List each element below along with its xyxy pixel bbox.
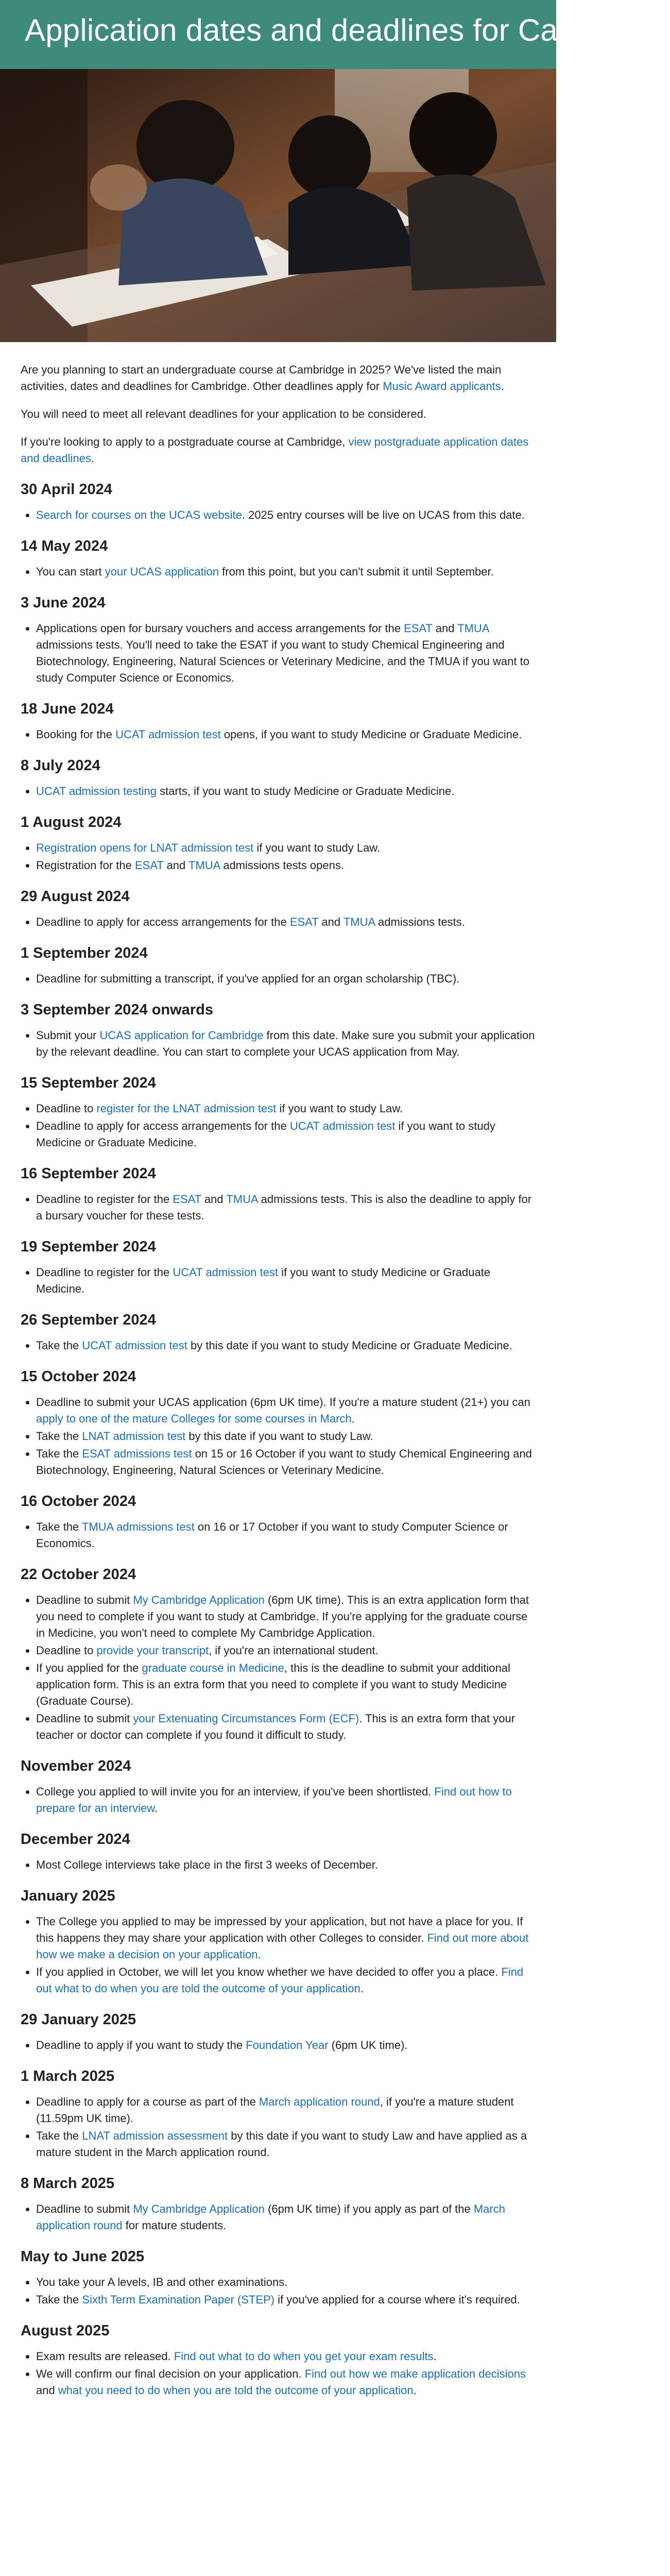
text-run: Deadline to submit [36, 2202, 133, 2215]
text-run: and [36, 2384, 58, 2397]
date-heading: 18 June 2024 [21, 701, 114, 717]
text-run: You can start [36, 565, 105, 578]
text-run: Take the [36, 2293, 82, 2306]
text-link[interactable]: ESAT admissions test [82, 1447, 192, 1460]
date-section [21, 2248, 536, 2308]
text-run: by this date if you want to study Medicine or Graduate Medicine. [187, 1339, 512, 1352]
text-run: and [163, 859, 188, 872]
text-run: Take the [36, 1447, 82, 1460]
text-link[interactable]: TMUA [188, 859, 220, 872]
text-link[interactable]: Sixth Term Examination Paper (STEP) [82, 2293, 275, 2306]
text-link[interactable]: UCAT admission test [82, 1339, 187, 1352]
text-run: Deadline to [36, 1102, 97, 1115]
deadline-list [21, 1337, 536, 1354]
text-run: . [257, 1948, 261, 1961]
dates-list [21, 481, 536, 2399]
date-heading: 8 July 2024 [21, 757, 100, 774]
text-run: admissions tests. [374, 916, 465, 928]
deadline-list [21, 1264, 536, 1297]
date-section [21, 2011, 536, 2054]
text-link[interactable]: Find out more about how we make a decision on your application [36, 1931, 529, 1961]
text-run: , if you're an international student. [209, 1644, 379, 1657]
deadline-item [36, 1446, 536, 1479]
deadline-item [36, 726, 536, 743]
text-run: if you've applied for a course where it's required. [274, 2293, 520, 2306]
text-run: Deadline to apply for access arrangements for the [36, 1120, 290, 1132]
text-link[interactable]: TMUA [343, 916, 375, 928]
deadline-item [36, 507, 536, 523]
date-section [21, 1888, 536, 1997]
date-section [21, 2323, 536, 2399]
text-link[interactable]: what you need to do when you are told the outcome of your application [58, 2384, 414, 2397]
text-run: opens, if you want to study Medicine or Graduate Medicine. [220, 728, 522, 741]
text-run: admissions tests opens. [220, 859, 344, 872]
deadline-item [36, 1642, 536, 1659]
deadline-list [21, 2274, 536, 2308]
deadline-item [36, 857, 536, 874]
deadline-item [36, 783, 536, 800]
deadline-list [21, 1519, 536, 1552]
date-section [21, 2175, 536, 2234]
text-run: Applications open for bursary vouchers and access arrangements for the [36, 622, 404, 635]
date-section [21, 2068, 536, 2161]
text-run: . [351, 1412, 355, 1425]
text-run: Are you planning to start an undergraduate course at Cambridge in 2025? We've listed the main activities, dates and deadlines for Cambridge. Other deadlines apply for [21, 363, 502, 393]
deadline-list [21, 2201, 536, 2234]
date-section [21, 701, 536, 743]
deadline-list [21, 971, 536, 987]
text-link[interactable]: TMUA [457, 622, 489, 635]
date-heading: 29 August 2024 [21, 888, 130, 905]
deadline-item [36, 2094, 536, 2127]
text-link[interactable]: Registration opens for LNAT admission test [36, 841, 254, 854]
text-link[interactable]: UCAT admission testing [36, 785, 157, 798]
deadline-item [36, 2128, 536, 2161]
date-section [21, 1758, 536, 1817]
date-heading: 14 May 2024 [21, 538, 108, 554]
deadline-list [21, 1027, 536, 1060]
intro-text [21, 362, 536, 467]
text-link[interactable]: TMUA [226, 1193, 258, 1206]
date-heading: 30 April 2024 [21, 481, 112, 498]
text-run: Deadline to submit your UCAS application (6pm UK time). If you're a mature student (21+) you can [36, 1396, 530, 1409]
deadline-list [21, 726, 536, 743]
text-run: We will confirm our final decision on your application. [36, 2367, 305, 2380]
text-run: College you applied to will invite you for an interview, if you've been shortlisted. [36, 1785, 435, 1798]
deadline-item [36, 1784, 536, 1817]
text-link[interactable]: Find out what to do when you get your exam results [174, 2350, 434, 2363]
text-link[interactable]: March application round [36, 2202, 505, 2232]
text-run: by this date if you want to study Law and have applied as a mature student in the March application round. [36, 2129, 527, 2159]
text-run: starts, if you want to study Medicine or Graduate Medicine. [156, 785, 455, 798]
date-heading: 1 September 2024 [21, 945, 148, 961]
text-run: The College you applied to may be impressed by your application, but not have a place for you. If this happens they may share your application with other Colleges to consider. [36, 1915, 523, 1944]
text-run: . [433, 2350, 437, 2363]
date-heading: 15 October 2024 [21, 1368, 136, 1385]
text-run: , if you're a mature student (11.59pm UK time). [36, 2095, 514, 2125]
date-heading: January 2025 [21, 1888, 115, 1904]
deadline-item [36, 1519, 536, 1552]
text-run: admissions tests. This is also the deadline to apply for a bursary voucher for these tests. [36, 1193, 532, 1222]
deadline-item [36, 2201, 536, 2234]
text-run: and [201, 1193, 227, 1206]
text-run: (6pm UK time). [328, 2039, 408, 2052]
students-writing-exam-photo [0, 69, 556, 342]
text-run: Deadline to apply for a course as part of the [36, 2095, 259, 2108]
deadline-list [21, 620, 536, 686]
text-run: , this is the deadline to submit your additional application form. This is an extra form that you need to complete if you want to study Medicine (Graduate Course). [36, 1662, 510, 1707]
deadline-list [21, 1784, 536, 1817]
text-run: for mature students. [122, 2219, 227, 2232]
date-section [21, 1831, 536, 1873]
text-link[interactable]: ESAT [173, 1193, 201, 1206]
date-section [21, 1566, 536, 1743]
text-run: Booking for the [36, 728, 116, 741]
text-run: Registration for the [36, 859, 135, 872]
deadline-item [36, 914, 536, 930]
text-link[interactable]: UCAT admission test [173, 1266, 278, 1279]
deadline-item [36, 1118, 536, 1151]
text-run: You take your A levels, IB and other examinations. [36, 2276, 288, 2289]
deadline-list [21, 1913, 536, 1997]
date-section [21, 1165, 536, 1224]
date-heading: December 2024 [21, 1831, 130, 1848]
text-link[interactable]: UCAT admission test [289, 1120, 396, 1132]
text-run: . 2025 entry courses will be live on UCAS from this date. [242, 509, 525, 521]
text-run: . [501, 380, 504, 393]
page-header [0, 0, 670, 69]
deadline-list [21, 840, 536, 874]
text-run: Submit your [36, 1029, 100, 1042]
text-link[interactable]: ESAT [289, 916, 319, 928]
date-section [21, 757, 536, 800]
deadline-item [36, 564, 536, 580]
deadline-item [36, 1913, 536, 1963]
text-run: on 15 or 16 October if you want to study Chemical Engineering and Biotechnology, Engineering, Natural Sciences or Veterinary Medicine. [36, 1447, 532, 1477]
deadline-item [36, 2348, 536, 2365]
date-section [21, 814, 536, 874]
text-run: and [318, 916, 343, 928]
deadline-list [21, 1857, 536, 1873]
date-section [21, 1312, 536, 1354]
text-run: from this date. Make sure you submit your application by the relevant deadline. You can start to complete your UCAS application from May. [36, 1029, 535, 1058]
text-link[interactable]: your Extenuating Circumstances Form (ECF) [133, 1712, 359, 1725]
text-run: on 16 or 17 October if you want to study Computer Science or Economics. [36, 1520, 508, 1550]
text-link[interactable]: provide your transcript [96, 1644, 209, 1657]
deadline-item [36, 1857, 536, 1873]
text-link[interactable]: Search for courses on the UCAS website [36, 509, 242, 521]
date-heading: 16 October 2024 [21, 1493, 136, 1510]
text-run: Most College interviews take place in the first 3 weeks of December. [36, 1858, 378, 1871]
deadline-item [36, 1660, 536, 1709]
text-link[interactable]: Music Award applicants [383, 380, 501, 393]
text-link[interactable]: Foundation Year [246, 2039, 329, 2052]
deadline-item [36, 1264, 536, 1297]
deadline-item [36, 1027, 536, 1060]
date-section [21, 945, 536, 987]
date-section [21, 538, 536, 580]
text-link[interactable]: view postgraduate application dates and deadlines [21, 435, 529, 465]
deadline-item [36, 2366, 536, 2399]
text-link[interactable]: ESAT [404, 622, 433, 635]
date-heading: 1 March 2025 [21, 2068, 115, 2084]
text-run: (6pm UK time) if you apply as part of the [264, 2202, 474, 2215]
hero-image [0, 69, 556, 342]
text-run: and [432, 622, 458, 635]
deadline-list [21, 2348, 536, 2399]
deadline-list [21, 1394, 536, 1479]
deadline-item [36, 971, 536, 987]
deadline-item [36, 1428, 536, 1445]
deadline-item [36, 1592, 536, 1641]
text-run: . [154, 1802, 158, 1815]
text-run: . [91, 452, 95, 465]
date-section [21, 1368, 536, 1479]
text-run: If you applied for the [36, 1662, 142, 1674]
deadline-list [21, 783, 536, 800]
date-heading: 8 March 2025 [21, 2175, 115, 2192]
text-run: from this point, but you can't submit it until September. [219, 565, 494, 578]
text-link[interactable]: LNAT admission test [82, 1430, 186, 1443]
date-heading: 1 August 2024 [21, 814, 122, 831]
text-run: Take the [36, 2129, 82, 2142]
text-run: Deadline to register for the [36, 1266, 173, 1279]
text-run: if you want to study Law. [253, 841, 381, 854]
intro-paragraph [21, 362, 536, 395]
text-run: . [413, 2384, 417, 2397]
text-run: . This is an extra form that your teacher or doctor can complete if you found it difficult to study. [36, 1712, 516, 1741]
text-run: Deadline to apply for access arrangements for the [36, 916, 290, 928]
text-link[interactable]: March application round [259, 2095, 380, 2108]
deadline-list [21, 1191, 536, 1224]
deadline-list [21, 507, 536, 523]
deadline-item [36, 2292, 536, 2308]
text-run: . [360, 1982, 364, 1995]
text-run: Take the [36, 1430, 82, 1443]
text-link[interactable]: My Cambridge Application [133, 1594, 265, 1606]
date-heading: 29 January 2025 [21, 2011, 136, 2028]
text-run: Deadline to submit [36, 1594, 133, 1606]
date-heading: 22 October 2024 [21, 1566, 136, 1583]
deadline-list [21, 2094, 536, 2161]
date-section [21, 1075, 536, 1151]
text-link[interactable]: your UCAS application [105, 565, 219, 578]
text-link[interactable]: Find out what to do when you are told the outcome of your application [36, 1965, 524, 1995]
text-link[interactable]: register for the LNAT admission test [96, 1102, 277, 1115]
date-section [21, 1239, 536, 1297]
deadline-item [36, 1100, 536, 1117]
text-run: Take the [36, 1339, 82, 1352]
text-link[interactable]: UCAS application for Cambridge [99, 1029, 264, 1042]
date-heading: 16 September 2024 [21, 1165, 156, 1182]
date-section [21, 481, 536, 523]
text-link[interactable]: TMUA admissions test [81, 1520, 195, 1533]
text-run: by this date if you want to study Law. [185, 1430, 373, 1443]
deadline-item [36, 1394, 536, 1427]
text-run: Deadline to apply if you want to study the [36, 2039, 246, 2052]
text-run: if you want to study Medicine or Graduate Medicine. [36, 1266, 491, 1295]
deadline-list [21, 1592, 536, 1743]
deadline-item [36, 620, 536, 686]
date-section [21, 595, 536, 686]
main-content [0, 342, 556, 2399]
text-run: admissions tests. You'll need to take the ESAT if you want to study Chemical Engineering and Biotechnology, Engineering, Natural Sciences or Veterinary Medicine, and the TMUA if you want to study Computer Science or Economics. [36, 638, 529, 684]
deadline-item [36, 1191, 536, 1224]
deadline-list [21, 2037, 536, 2054]
date-heading: November 2024 [21, 1758, 131, 1774]
deadline-list [21, 1100, 536, 1151]
text-run: Take the [36, 1520, 82, 1533]
date-heading: 19 September 2024 [21, 1239, 156, 1255]
text-link[interactable]: graduate course in Medicine [142, 1662, 284, 1674]
text-link[interactable]: My Cambridge Application [133, 2202, 265, 2215]
text-run: (6pm UK time). This is an extra application form that you need to complete if you want to study at Cambridge. If you're applying for the graduate course in Medicine, you won't need to complete My Cambridge Application. [36, 1594, 529, 1639]
text-link[interactable]: apply to one of the mature Colleges for some courses in March [36, 1412, 352, 1425]
text-run: Deadline to register for the [36, 1193, 173, 1206]
text-run: Deadline to submit [36, 1712, 133, 1725]
deadline-item [36, 1964, 536, 1997]
deadline-item [36, 1337, 536, 1354]
date-section [21, 1493, 536, 1552]
date-section [21, 888, 536, 930]
deadline-list [21, 564, 536, 580]
date-heading: 3 June 2024 [21, 595, 106, 611]
text-link[interactable]: ESAT [134, 859, 164, 872]
deadline-item [36, 840, 536, 856]
text-link[interactable]: UCAT admission test [115, 728, 221, 741]
deadline-item [36, 1710, 536, 1743]
date-heading: 26 September 2024 [21, 1312, 156, 1328]
intro-paragraph [21, 434, 536, 467]
page-title: Application dates and deadlines for Cambridge [25, 13, 670, 47]
date-heading: August 2025 [21, 2323, 110, 2339]
deadline-item [36, 2037, 536, 2054]
text-link[interactable]: Find out how to prepare for an interview [36, 1785, 512, 1815]
text-run: If you applied in October, we will let you know whether we have decided to offer you a place. [36, 1965, 502, 1978]
deadline-list [21, 914, 536, 930]
text-link[interactable]: LNAT admission assessment [82, 2129, 228, 2142]
date-section [21, 1002, 536, 1060]
text-run: Exam results are released. [36, 2350, 174, 2363]
date-heading: 3 September 2024 onwards [21, 1002, 213, 1018]
text-run: If you're looking to apply to a postgraduate course at Cambridge, [21, 435, 349, 448]
text-run: Deadline to [36, 1644, 97, 1657]
intro-paragraph [21, 406, 536, 422]
date-heading: May to June 2025 [21, 2248, 145, 2265]
text-link[interactable]: Find out how we make application decisions [304, 2367, 526, 2380]
text-run: if you want to study Law. [276, 1102, 403, 1115]
date-heading: 15 September 2024 [21, 1075, 156, 1091]
text-run: if you want to study Medicine or Graduate Medicine. [36, 1120, 495, 1149]
text-run: Deadline for submitting a transcript, if you've applied for an organ scholarship (TBC). [36, 972, 460, 985]
text-run: You will need to meet all relevant deadlines for your application to be considered. [21, 408, 427, 420]
deadline-item [36, 2274, 536, 2291]
